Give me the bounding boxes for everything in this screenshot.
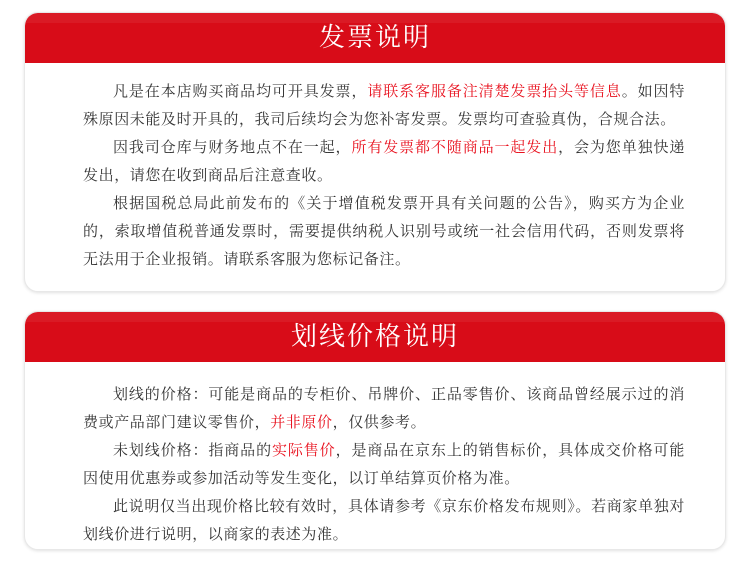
invoice-paragraph-3: 根据国税总局此前发布的《关于增值税发票开具有关问题的公告》，购买方为企业的，索取增值税普通发票时，需要提供纳税人识别号或统一社会信用代码，否则发票将无法用于企业报销。请联系客服为您标记备注。 <box>83 194 685 268</box>
strikethrough-price-card <box>24 311 726 550</box>
invoice-p2-text-a: 因我司仓库与财务地点不在一起， <box>113 138 352 156</box>
invoice-paragraph-1 <box>83 77 685 133</box>
price-p1-highlight: 并非原价 <box>270 413 333 431</box>
invoice-info-card <box>24 12 726 292</box>
price-p1-text-b: ，仅供参考。 <box>332 413 427 431</box>
price-paragraph-3: 此说明仅当出现价格比较有效时，具体请参考《京东价格发布规则》。若商家单独对划线价进行说明，以商家的表述为准。 <box>83 497 685 543</box>
price-card-body <box>25 362 725 548</box>
invoice-p2-text-b: ，会为您单独快递发出，请您在收到商品后注意查收。 <box>83 138 685 184</box>
invoice-p1-highlight: 请联系客服备注清楚发票抬头等信息 <box>367 82 622 100</box>
invoice-card-body <box>25 63 725 273</box>
price-p1-text-a: 划线的价格：可能是商品的专柜价、吊牌价、正品零售价、该商品曾经展示过的消费或产品部门建议零售价， <box>83 385 685 431</box>
price-p2-text-a: 未划线价格：指商品的 <box>113 441 272 459</box>
invoice-card-title: 发票说明 <box>318 23 431 53</box>
price-p2-text-b: ，是商品在京东上的销售标价，具体成交价格可能因使用优惠券或参加活动等发生变化，以订单结算页价格为准。 <box>83 441 685 487</box>
price-p2-highlight: 实际售价 <box>271 441 336 459</box>
invoice-p1-text-b: 。如因特殊原因未能及时开具的，我司后续均会为您补寄发票。发票均可查验真伪，合规合法。 <box>83 82 686 128</box>
price-card-title: 划线价格说明 <box>290 322 459 352</box>
invoice-paragraph-2 <box>83 133 685 189</box>
invoice-card-header <box>25 13 725 63</box>
price-paragraph-2 <box>83 436 685 492</box>
price-card-header <box>25 312 725 362</box>
invoice-p2-highlight: 所有发票都不随商品一起发出 <box>351 138 559 156</box>
price-paragraph-1 <box>83 380 685 436</box>
invoice-p1-text-a: 凡是在本店购买商品均可开具发票， <box>113 82 368 100</box>
